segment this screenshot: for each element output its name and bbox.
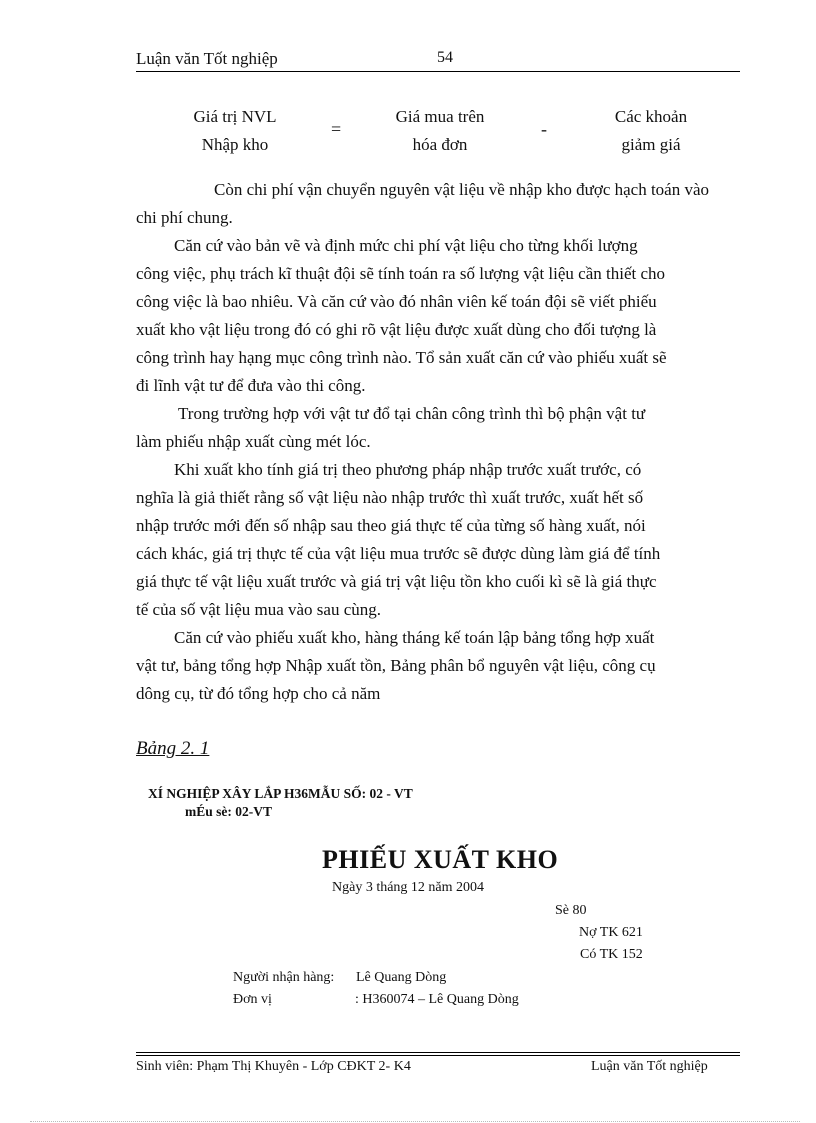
body-line: làm phiếu nhập xuất cùng mét lóc.	[136, 432, 371, 451]
body-line: Còn chi phí vận chuyển nguyên vật liệu về nhập kho được hạch toán vào	[214, 180, 710, 199]
footer-divider-second	[136, 1055, 740, 1056]
receiver-value: Lê Quang Dòng	[356, 970, 447, 985]
body-line: chi phí chung.	[136, 208, 233, 227]
table-label: Bảng 2. 1	[136, 738, 210, 759]
body-line: Căn cứ vào phiếu xuất kho, hàng tháng kế toán lập bảng tổng hợp xuất	[174, 628, 655, 647]
body-line: giá thực tế vật liệu xuất trước và giá trị vật liệu tồn kho cuối kì sẽ là giá thực	[136, 572, 657, 591]
debit-account: Nợ TK 621	[579, 925, 643, 940]
voucher-date: Ngày 3 tháng 12 năm 2004	[332, 880, 485, 895]
body-line: dông cụ, từ đó tổng hợp cho cả năm	[136, 684, 381, 703]
form-number: mÉu sè: 02-VT	[185, 804, 272, 819]
body-line: nhập trước mới đến số nhập sau theo giá thực tế của từng số hàng xuất, nói	[136, 516, 646, 535]
header-title: Luận văn Tốt nghiệp	[136, 49, 278, 68]
formula-term-3-line-1: Các khoản	[614, 107, 688, 126]
formula-minus-sign: -	[541, 119, 547, 139]
formula-equals-sign: =	[331, 119, 342, 139]
company-name: XÍ NGHIỆP XÂY LẮP H36MẪU SỐ: 02 - VT	[148, 786, 413, 801]
footer-title: Luận văn Tốt nghiệp	[591, 1059, 708, 1074]
body-line: tế của số vật liệu mua vào sau cùng.	[136, 600, 382, 619]
formula-term-2-line-2: hóa đơn	[412, 135, 468, 154]
formula-term-3-line-2: giảm giá	[621, 135, 681, 154]
unit-value: : H360074 – Lê Quang Dòng	[355, 992, 519, 1007]
credit-account: Có TK 152	[580, 947, 643, 962]
body-line: Trong trường hợp với vật tư đổ tại chân công trình thì bộ phận vật tư	[178, 404, 646, 423]
body-line: công việc là bao nhiêu. Và căn cứ vào đó nhân viên kế toán đội sẽ viết phiếu	[136, 292, 657, 311]
body-line: công việc, phụ trách kĩ thuật đội sẽ tính toán ra số lượng vật liệu cần thiết cho	[136, 264, 666, 283]
body-line: cách khác, giá trị thực tế của vật liệu mua trước sẽ được dùng làm giá để tính	[136, 544, 661, 563]
footer-student: Sinh viên: Phạm Thị Khuyên - Lớp CĐKT 2- K4	[136, 1059, 411, 1074]
formula-term-1-line-1: Giá trị NVL	[193, 107, 277, 126]
body-line: công trình hay hạng mục công trình nào. Tổ sản xuất căn cứ vào phiếu xuất sẽ	[136, 348, 667, 367]
footer-divider	[136, 1052, 740, 1053]
body-line: Khi xuất kho tính giá trị theo phương pháp nhập trước xuất trước, có	[174, 460, 642, 479]
receiver-label: Người nhận hàng:	[233, 970, 335, 985]
body-line: Căn cứ vào bản vẽ và định mức chi phí vật liệu cho từng khối lượng	[174, 236, 638, 255]
header-divider	[136, 71, 740, 72]
voucher-title: PHIẾU XUẤT KHO	[322, 845, 559, 874]
body-line: nghĩa là giả thiết rằng số vật liệu nào nhập trước thì xuất trước, xuất hết số	[136, 488, 644, 507]
body-line: xuất kho vật liệu trong đó có ghi rõ vật liệu được xuất dùng cho đối tượng là	[136, 320, 657, 339]
formula-term-2-line-1: Giá mua trên	[395, 107, 485, 126]
voucher-number: Sè 80	[555, 903, 587, 918]
body-line: vật tư, bảng tổng hợp Nhập xuất tồn, Bảng phân bổ nguyên vật liệu, công cụ	[136, 656, 656, 675]
unit-label: Đơn vị	[233, 992, 272, 1007]
page-bottom-edge	[30, 1121, 800, 1122]
formula-term-1-line-2: Nhập kho	[201, 135, 269, 154]
body-line: đi lĩnh vật tư để đưa vào thi công.	[136, 376, 366, 395]
page-number: 54	[437, 49, 453, 66]
